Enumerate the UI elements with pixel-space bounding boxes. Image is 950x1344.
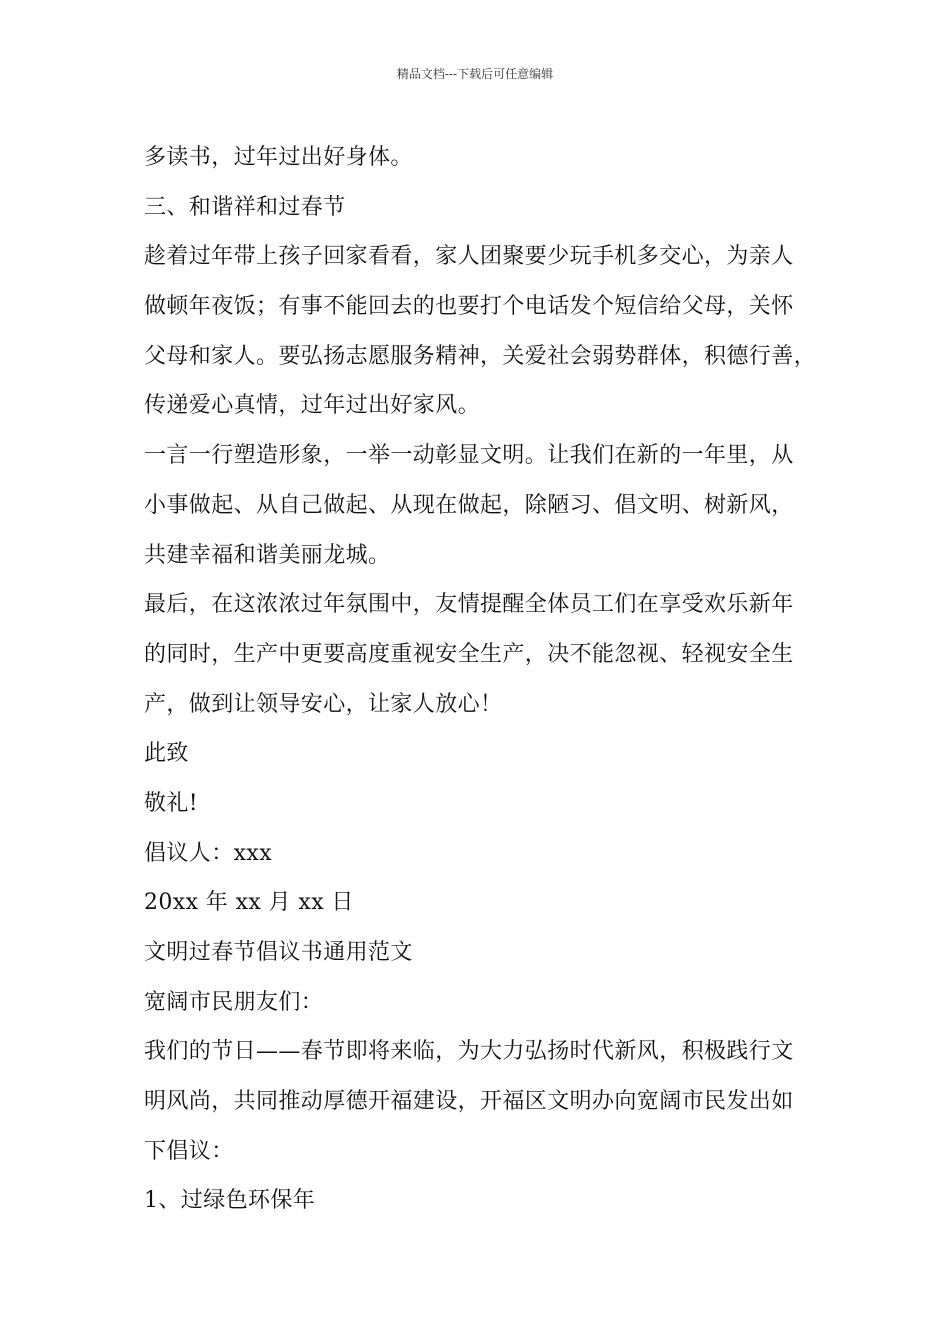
body-line-12: 产，做到让领导安心，让家人放心！ — [144, 691, 503, 717]
date-line: 20xx 年 xx 月 xx 日 — [144, 890, 354, 916]
page-header: 精品文档---下载后可任意编辑 — [396, 67, 554, 81]
body-line-3: 趁着过年带上孩子回家看看，家人团聚要少玩手机多交心，为亲人 — [144, 244, 794, 270]
salutation: 宽阔市民朋友们： — [144, 989, 324, 1015]
body-line-7: 一言一行塑造形象，一举一动彰显文明。让我们在新的一年里，从 — [144, 443, 794, 469]
closing-line-2: 敬礼! — [144, 790, 199, 816]
document-body — [144, 133, 824, 1226]
body-line-1: 多读书，过年过出好身体。 — [144, 145, 413, 170]
body-line-4: 做顿年夜饭；有事不能回去的也要打个电话发个短信给父母，关怀 — [144, 294, 794, 320]
body-line-20: 明风尚，共同推动厚德开福建设，开福区文明办向宽阔市民发出如 — [144, 1089, 794, 1115]
body-line-5: 父母和家人。要弘扬志愿服务精神，关爱社会弱势群体，积德行善， — [144, 343, 817, 369]
body-line-11: 的同时，生产中更要高度重视安全生产，决不能忽视、轻视安全生 — [144, 641, 794, 667]
closing-line-1: 此致 — [144, 741, 189, 767]
body-line-21: 下倡议： — [144, 1138, 234, 1164]
body-line-6: 传递爱心真情，过年过出好家风。 — [144, 393, 481, 419]
document-title: 文明过春节倡议书通用范文 — [144, 940, 413, 965]
signature-line: 倡议人：xxx — [144, 840, 273, 866]
body-line-19: 我们的节日——春节即将来临，为大力弘扬时代新风，积极践行文 — [144, 1039, 794, 1065]
body-line-8: 小事做起、从自己做起、从现在做起，除陋习、倡文明、树新风， — [144, 492, 794, 518]
body-line-9: 共建幸福和谐美丽龙城。 — [144, 542, 391, 568]
section-heading: 三、和谐祥和过春节 — [144, 194, 346, 220]
body-line-10: 最后，在这浓浓过年氛围中，友情提醒全体员工们在享受欢乐新年 — [144, 592, 794, 618]
list-item-heading: 1、过绿色环保年 — [144, 1188, 316, 1214]
